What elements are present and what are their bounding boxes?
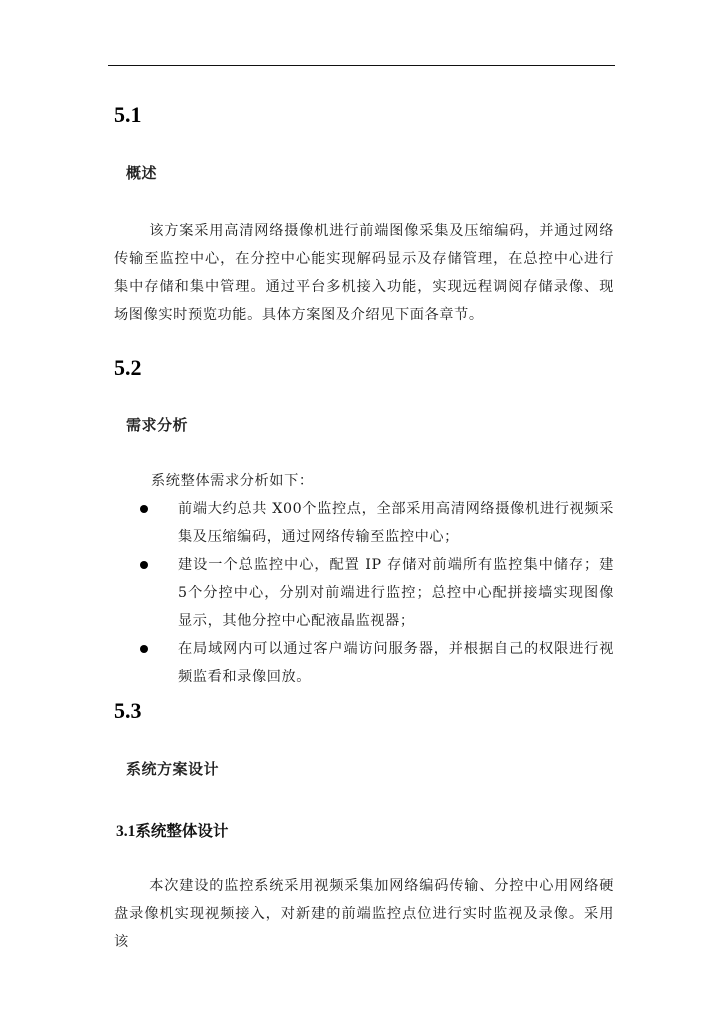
overall-design-paragraph (114, 872, 614, 956)
section-number-5-1: 5.1 (114, 102, 142, 127)
overview-paragraph (114, 217, 614, 329)
section-title-overview: 概述 (126, 164, 158, 182)
bullet-icon (140, 561, 148, 569)
overview-paragraph-text: 该方案采用高清网络摄像机进行前端图像采集及压缩编码，并通过网络传输至监控中心，在分控中心能实现解码显示及存储管理，在总控中心进行集中存储和集中管理。通过平台多机接入功能，实现远程调阅存储录像、现场图像实时预览功能。具体方案图及介绍见下面各章节。 (114, 223, 614, 323)
header-rule (108, 65, 615, 66)
bullet-icon (140, 645, 148, 653)
requirements-intro: 系统整体需求分析如下： (151, 473, 314, 489)
bullet-icon (140, 505, 148, 513)
section-number-5-2: 5.2 (114, 355, 142, 380)
list-item: 前端大约总共 X00个监控点，全部采用高清网络摄像机进行视频采集及压缩编码，通过网络传输至监控中心； (138, 495, 614, 551)
requirements-list (138, 495, 614, 691)
section-number-5-3: 5.3 (114, 698, 142, 723)
list-item: 建设一个总监控中心，配置 IP 存储对前端所有监控集中储存；建 5个分控中心，分别对前端进行监控；总控中心配拼接墙实现图像显示，其他分控中心配液晶监视器； (138, 551, 614, 635)
section-title-system-design: 系统方案设计 (126, 760, 220, 778)
subsection-title-overall-design: 3.1系统整体设计 (116, 823, 229, 840)
list-item: 在局域网内可以通过客户端访问服务器，并根据自己的权限进行视频监看和录像回放。 (138, 635, 614, 691)
section-title-requirements: 需求分析 (126, 416, 189, 434)
overall-design-paragraph-text: 本次建设的监控系统采用视频采集加网络编码传输、分控中心用网络硬盘录像机实现视频接入，对新建的前端监控点位进行实时监视及录像。采用该 (114, 878, 614, 950)
